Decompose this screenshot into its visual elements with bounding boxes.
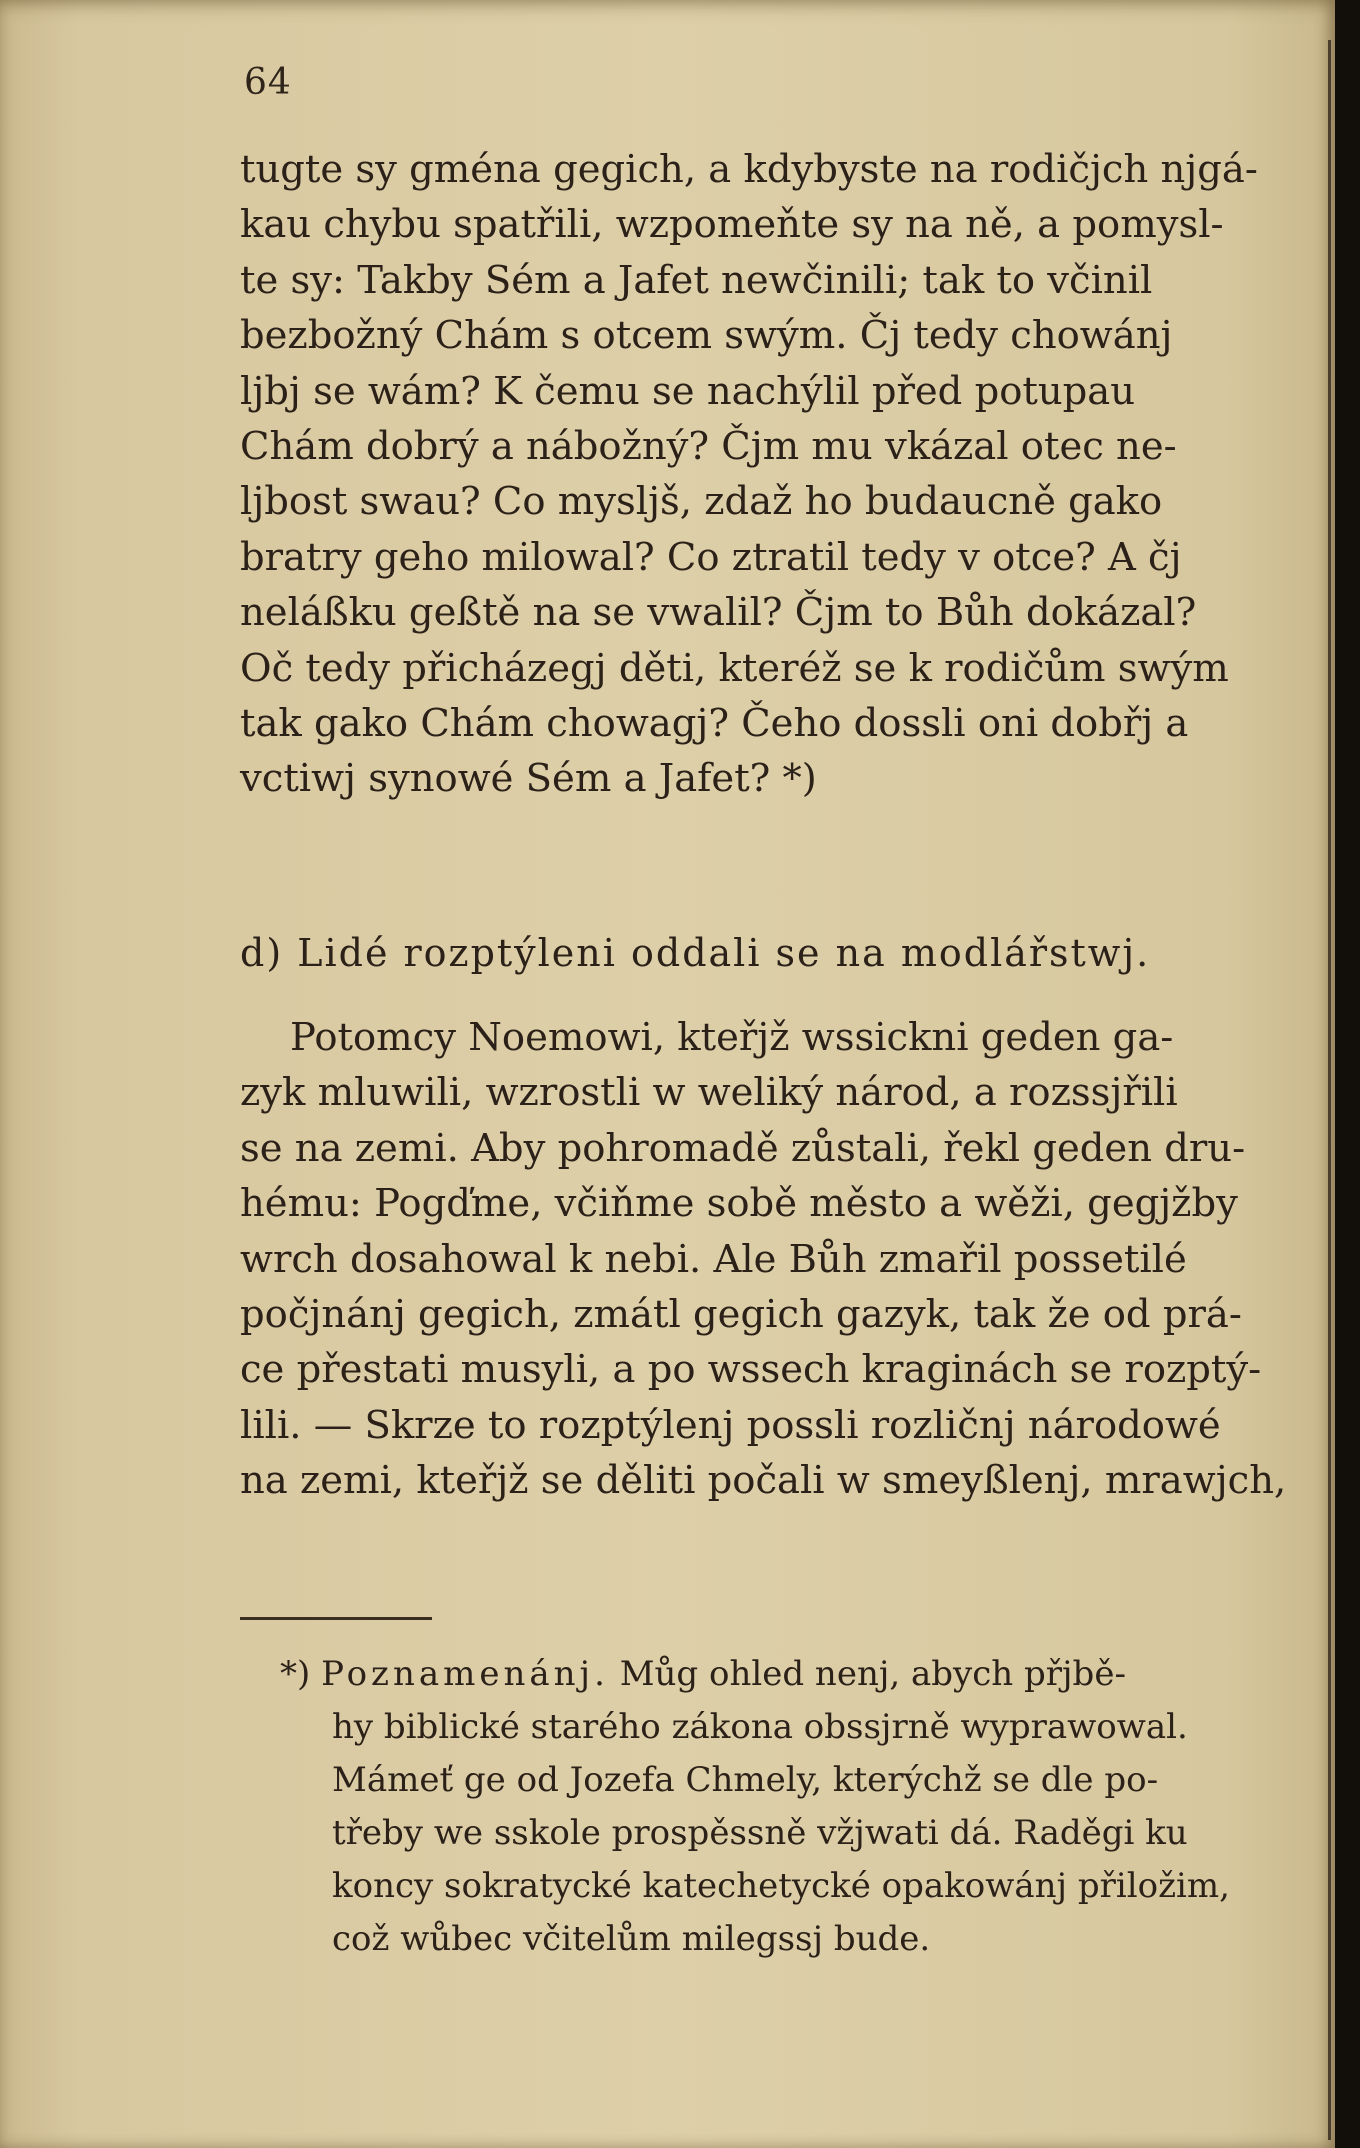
- text-line: na zemi, kteřjž se děliti počali w smeyßlenj, mrawjch,: [240, 1458, 1287, 1504]
- text-line: tugte sy gména gegich, a kdybyste na rodičjch njgá-: [240, 147, 1258, 192]
- text-line: Oč tedy přicházegj děti, kteréž se k rodičům swým: [240, 645, 1229, 691]
- page-number: 64: [244, 62, 292, 103]
- footnote-line: třeby we sskole prospěssně vžjwati dá. Raděgi ku: [332, 1813, 1188, 1853]
- footnote-line: hy biblické starého zákona obssjrně wyprawowal.: [332, 1707, 1188, 1747]
- second-paragraph: [240, 1010, 1287, 1509]
- footnote-text: Můg ohled nenj, abych přjbě-: [619, 1654, 1126, 1694]
- scan-border: [1335, 0, 1360, 2148]
- text-line: te sy: Takby Sém a Jafet newčinili; tak to včinil: [240, 257, 1153, 303]
- footnote-line: což wůbec včitelům milegssj bude.: [332, 1919, 931, 1959]
- page-edge-line: [1328, 40, 1331, 2140]
- text-line: ce přestati musyli, a po wssech kraginách se rozptý-: [240, 1347, 1262, 1393]
- text-line: Potomcy Noemowi, kteřjž wssickni geden ga-: [290, 1015, 1174, 1060]
- section-heading: d) Lidé rozptýleni oddali se na modlářstwj.: [240, 931, 1151, 975]
- text-line: bezbožný Chám s otcem swým. Čj tedy chowánj: [240, 313, 1173, 359]
- text-line: se na zemi. Aby pohromadě zůstali, řekl geden dru-: [240, 1125, 1246, 1171]
- text-line: lili. — Skrze to rozptýlenj possli rozličnj národowé: [240, 1402, 1221, 1448]
- main-paragraph: [240, 142, 1258, 807]
- text-line: wrch dosahowal k nebi. Ale Bůh zmařil possetilé: [240, 1236, 1187, 1282]
- text-line: tak gako Chám chowagj? Čeho dossli oni dobřj a: [240, 701, 1189, 747]
- text-line: počjnánj gegich, zmátl gegich gazyk, tak že od prá-: [240, 1292, 1242, 1338]
- footnote-line: koncy sokratycké katechetycké opakowánj přiložim,: [332, 1866, 1230, 1906]
- text-line: vctiwj synowé Sém a Jafet? *): [240, 756, 817, 802]
- text-line: kau chybu spatřili, wzpomeňte sy na ně, a pomysl-: [240, 202, 1224, 248]
- text-line: bratry geho milowal? Co ztratil tedy v otce? A čj: [240, 534, 1182, 580]
- text-line: zyk mluwili, wzrostli w weliký národ, a rozssjřili: [240, 1070, 1178, 1116]
- footnote-rule: [240, 1617, 432, 1620]
- footnote-label: Poznamenánj.: [321, 1654, 609, 1694]
- footnote-marker: *): [280, 1654, 311, 1694]
- footnote-line: Mámeť ge od Jozefa Chmely, kterýchž se dle po-: [332, 1760, 1159, 1800]
- text-line: neláßku geßtě na se vwalil? Čjm to Bůh dokázal?: [240, 590, 1197, 636]
- text-line: hému: Pogďme, včiňme sobě město a wěži, gegjžby: [240, 1181, 1238, 1227]
- text-line: Chám dobrý a nábožný? Čjm mu vkázal otec ne-: [240, 424, 1177, 470]
- footnote: [280, 1648, 1230, 1966]
- text-line: ljbost swau? Co myslјš, zdaž ho budaucně gako: [240, 479, 1163, 525]
- text-line: ljbj se wám? K čemu se nachýlil před potupau: [240, 368, 1136, 414]
- footnote-first-line: [280, 1648, 1230, 1701]
